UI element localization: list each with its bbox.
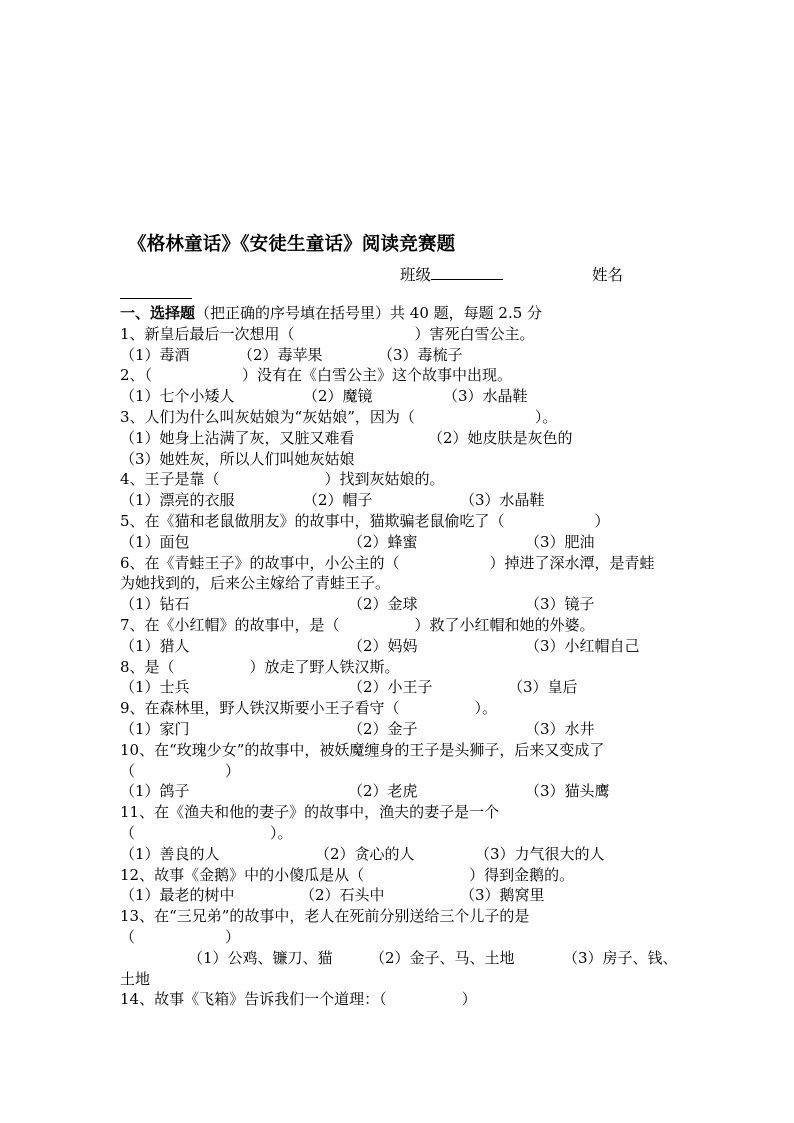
option: （1）七个小矮人	[120, 387, 235, 406]
option: （1）鸽子	[120, 782, 190, 801]
question-9-stem: 9、在森林里，野人铁汉斯要小王子看守（ ）。	[120, 699, 498, 718]
option: （3）毒梳子	[378, 345, 463, 364]
option: （2）小王子	[348, 678, 433, 697]
option: （1）面包	[120, 532, 190, 551]
option: （1）猎人	[120, 636, 190, 655]
question-9-options	[120, 719, 690, 740]
option: （2）贪心的人	[315, 844, 415, 863]
option: （1）漂亮的衣服	[120, 491, 235, 510]
question-6-stem: 6、在《青蛙王子》的故事中，小公主的（ ）掉进了深水潭，是青蛙	[120, 553, 655, 572]
name-blank[interactable]	[120, 298, 192, 299]
question-2-options	[120, 386, 690, 407]
question-13-options	[120, 948, 690, 969]
option: （1）钻石	[120, 595, 190, 614]
question-10-stem-2: （ ）	[120, 761, 241, 780]
question-12-stem: 12、故事《金鹅》中的小傻瓜是从（ ）得到金鹅的。	[120, 865, 575, 884]
option: （1）最老的树中	[120, 886, 235, 905]
option: （3）镜子	[525, 595, 595, 614]
question-14-stem: 14、故事《飞箱》告诉我们一个道理：（ ）	[120, 990, 477, 1009]
class-blank[interactable]	[431, 264, 503, 280]
option: （3）鹅窝里	[460, 886, 545, 905]
option: （2）帽子	[303, 491, 373, 510]
question-10-stem: 10、在“玫瑰少女”的故事中，被妖魔缠身的王子是头狮子，后来又变成了	[120, 740, 605, 759]
question-13-options-2	[120, 969, 690, 990]
option: （3）小红帽自己	[525, 636, 640, 655]
question-3-options-2	[120, 449, 690, 470]
question-3-stem: 3、人们为什么叫灰姑娘为“灰姑娘”，因为（ ）。	[120, 407, 558, 426]
question-8-options	[120, 677, 690, 698]
question-13-stem-2: （ ）	[120, 927, 241, 946]
question-12-options	[120, 885, 690, 906]
question-7-options	[120, 636, 690, 657]
question-10-options	[120, 781, 690, 802]
option: （2）金子、马、土地	[370, 948, 515, 967]
option: （2）金球	[348, 595, 418, 614]
question-11-stem-2: （ ）。	[120, 823, 293, 842]
option: （1）家门	[120, 719, 190, 738]
question-6-stem-2: 为她找到的，后来公主嫁给了青蛙王子。	[120, 574, 391, 593]
question-2-stem: 2、（ ）没有在《白雪公主》这个故事中出现。	[120, 366, 513, 385]
section-heading-bold: 一、选择题	[120, 304, 196, 322]
name-field	[592, 263, 623, 285]
option: （2）金子	[348, 719, 418, 738]
question-11-stem: 11、在《渔夫和他的妻子》的故事中，渔夫的妻子是一个	[120, 803, 500, 822]
section-heading	[120, 303, 690, 324]
class-label: 班级	[400, 266, 432, 284]
option: （3）水井	[525, 719, 595, 738]
question-list	[120, 303, 690, 1010]
option: （1）她身上沾满了灰，又脏又难看	[120, 428, 355, 447]
section-heading-rest: （把正确的序号填在括号里）共 40 题，每题 2.5 分	[195, 304, 543, 322]
question-11-options	[120, 844, 690, 865]
question-1-stem: 1、新皇后最后一次想用（ ）害死白雪公主。	[120, 324, 535, 343]
option: （2）老虎	[348, 782, 418, 801]
question-7-stem: 7、在《小红帽》的故事中，是（ ）救了小红帽和她的外婆。	[120, 615, 595, 634]
question-13-stem: 13、在“三兄弟”的故事中，老人在死前分别送给三个儿子的是	[120, 907, 530, 926]
question-4-options	[120, 490, 690, 511]
question-3-options	[120, 428, 690, 449]
option: （3）肥油	[525, 532, 595, 551]
option: （2）妈妈	[348, 636, 418, 655]
option: （2）毒苹果	[238, 345, 323, 364]
option: （3）皇后	[508, 678, 578, 697]
question-5-stem: 5、在《猫和老鼠做朋友》的故事中，猫欺骗老鼠偷吃了（ ）	[120, 511, 610, 530]
option: （3）房子、钱、	[563, 948, 678, 967]
question-4-stem: 4、王子是靠（ ）找到灰姑娘的。	[120, 470, 445, 489]
option: （3）猫头鹰	[525, 782, 610, 801]
question-1-options	[120, 345, 690, 366]
name-label: 姓名	[592, 266, 624, 284]
option: （3）水晶鞋	[443, 387, 528, 406]
question-8-stem: 8、是（ ）放走了野人铁汉斯。	[120, 657, 400, 676]
option: （1）公鸡、镰刀、猫	[188, 948, 333, 967]
option: 土地	[120, 969, 151, 988]
option: （1）善良的人	[120, 844, 220, 863]
option: （3）水晶鞋	[460, 491, 545, 510]
option: （1）士兵	[120, 678, 190, 697]
option: （1）毒酒	[120, 345, 190, 364]
option: （2）蜂蜜	[348, 532, 418, 551]
option: （2）她皮肤是灰色的	[428, 428, 573, 447]
option: （2）石头中	[300, 886, 385, 905]
option: （2）魔镜	[303, 387, 373, 406]
option: （3）她姓灰，所以人们叫她灰姑娘	[120, 449, 355, 468]
page-title: 《格林童话》《安徒生童话》阅读竞赛题	[128, 234, 456, 255]
class-field	[400, 263, 503, 285]
question-6-options	[120, 594, 690, 615]
option: （3）力气很大的人	[475, 844, 605, 863]
question-5-options	[120, 532, 690, 553]
